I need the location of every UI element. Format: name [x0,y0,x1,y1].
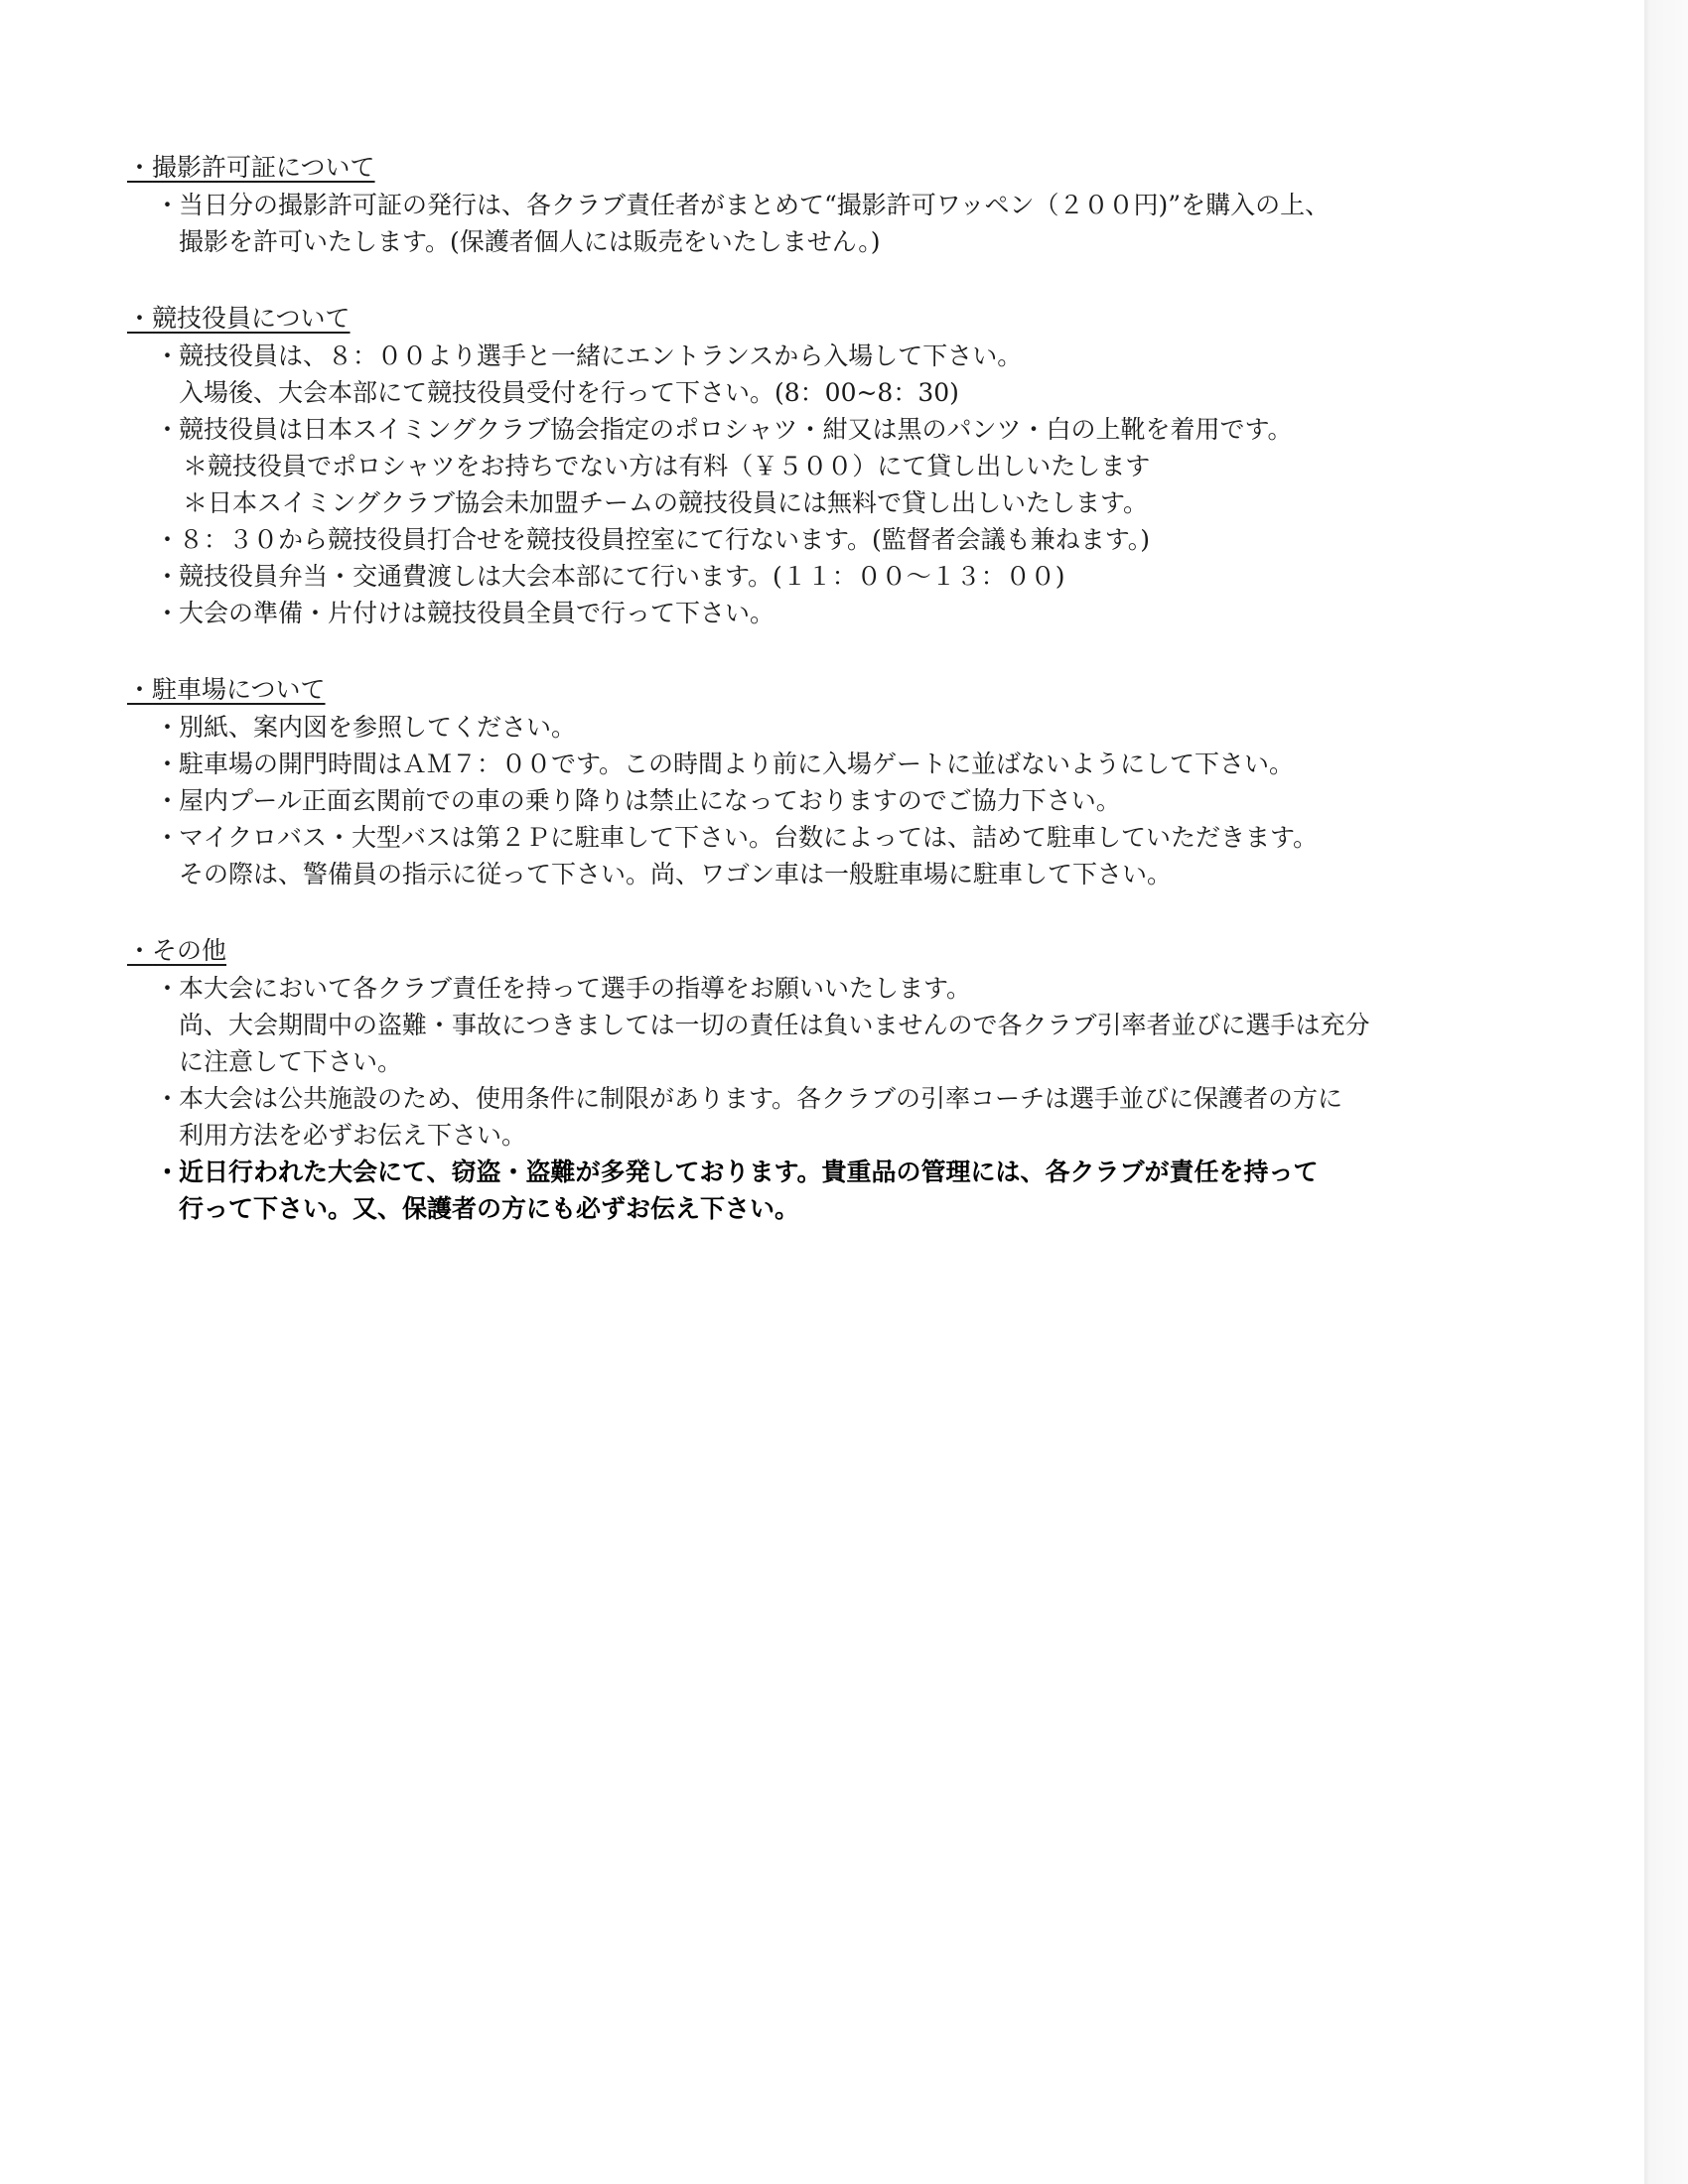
item-bullet: ・ [155,823,181,852]
item-bullet: ・ [155,191,181,219]
item-line: 大会の準備・片付けは競技役員全員で行って下さい。 [179,599,775,627]
section-officials [127,300,1577,631]
item-bullet: ・ [155,750,181,778]
list-item [127,187,1577,260]
item-line: 競技役員は日本スイミングクラブ協会指定のポロシャツ・紺又は黒のパンツ・白の上靴を着用です。 [179,415,1293,444]
list-item-warning [127,1154,1577,1227]
item-line: ８：３０から競技役員打合せを競技役員控室にて行ないます。(監督者会議も兼ねます。) [179,525,1151,554]
heading-text: その他 [152,936,227,965]
item-line: 本大会は公共施設のため、使用条件に制限があります。各クラブの引率コーチは選手並びに保護者の方に [179,1084,1343,1113]
list-item [127,558,1577,595]
item-line: 近日行われた大会にて、窃盗・盗難が多発しております。貴重品の管理には、各クラブが責任を持って [179,1158,1319,1186]
list-item [127,709,1577,746]
heading-bullet: ・ [127,675,153,704]
list-item [127,746,1577,782]
item-line: 本大会において各クラブ責任を持って選手の指導をお願いいたします。 [179,974,972,1003]
section-heading [127,149,1577,187]
section-photo-permit [127,149,1577,260]
item-line: に注意して下さい。 [179,1047,403,1076]
item-bullet: ・ [155,415,181,444]
item-bullet: ・ [155,1084,181,1113]
item-line: 別紙、案内図を参照してください。 [179,713,577,742]
list-item [127,595,1577,631]
item-line: 屋内プール正面玄関前での車の乗り降りは禁止になっておりますのでご協力下さい。 [179,786,1121,815]
heading-bullet: ・ [127,153,153,182]
heading-text: 駐車場について [152,675,326,704]
item-note-line: ＊競技役員でポロシャツをお持ちでない方は有料（￥５００）にて貸し出しいたします [183,452,1151,480]
item-line: マイクロバス・大型バスは第２Ｐに駐車して下さい。台数によっては、詰めて駐車していただきます。 [179,823,1319,852]
item-line: 競技役員は、８：００より選手と一緒にエントランスから入場して下さい。 [179,341,1023,370]
section-heading [127,300,1577,338]
item-bullet: ・ [155,525,181,554]
list-item [127,819,1577,892]
item-bullet: ・ [155,713,181,742]
heading-bullet: ・ [127,936,153,965]
document-page [127,149,1577,1267]
heading-text: 競技役員について [152,304,351,333]
section-heading [127,671,1577,709]
scan-edge-shadow [1644,0,1688,2184]
section-heading [127,932,1577,970]
item-bullet: ・ [155,562,181,591]
list-item [127,1080,1577,1154]
list-item [127,338,1577,411]
heading-text: 撮影許可証について [152,153,375,182]
item-line: 駐車場の開門時間はＡＭ７：００です。この時間より前に入場ゲートに並ばないようにして下さい。 [179,750,1295,778]
list-item [127,521,1577,558]
item-line: 当日分の撮影許可証の発行は、各クラブ責任者がまとめて“撮影許可ワッペン（２００円)”を購入の上、 [179,191,1331,219]
item-bullet: ・ [155,786,181,815]
item-bullet: ・ [155,599,181,627]
section-parking [127,671,1577,892]
item-line: 行って下さい。又、保護者の方にも必ずお伝え下さい。 [179,1194,800,1223]
item-bullet: ・ [155,1158,181,1186]
item-line: 入場後、大会本部にて競技役員受付を行って下さい。(8：00~8：30) [179,378,959,407]
item-line: 利用方法を必ずお伝え下さい。 [179,1121,527,1150]
list-item [127,411,1577,521]
item-line: 撮影を許可いたします。(保護者個人には販売をいたしません。) [179,227,881,256]
item-line: 尚、大会期間中の盗難・事故につきましては一切の責任は負いませんので各クラブ引率者並びに選手は充分 [179,1011,1370,1039]
section-other [127,932,1577,1227]
item-note-line: ＊日本スイミングクラブ協会未加盟チームの競技役員には無料で貸し出しいたします。 [183,488,1149,517]
list-item [127,782,1577,819]
item-bullet: ・ [155,974,181,1003]
item-line: 競技役員弁当・交通費渡しは大会本部にて行います。(１１：００～１３：００) [179,562,1065,591]
item-bullet: ・ [155,341,181,370]
item-line: その際は、警備員の指示に従って下さい。尚、ワゴン車は一般駐車場に駐車して下さい。 [179,860,1173,888]
list-item [127,970,1577,1080]
heading-bullet: ・ [127,304,153,333]
